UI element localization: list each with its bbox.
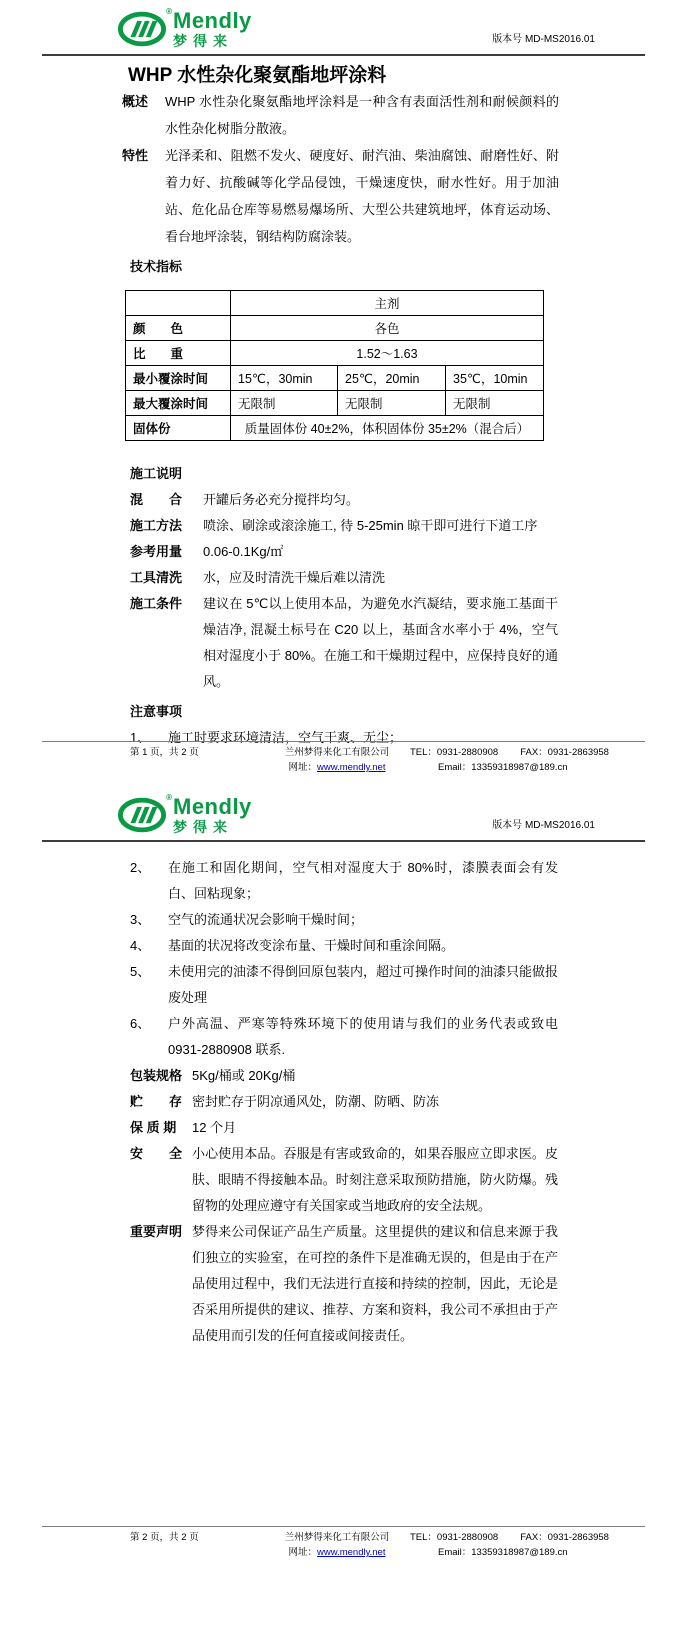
row-value: 质量固体份 40±2%，体积固体份 35±2%（混合后） [231,416,544,441]
item-text: 梦得来公司保证产品生产质量。这里提供的建议和信息来源于我们独立的实验室，在可控的条件下是准确无误的，但是由于在产品使用过程中，我们无法进行直接和持续的控制，因此，无论是否采用所提供的建议、推荐、方案和资料，我公司不承担由于产品使用而引发的任何直接或间接责任。 [192,1224,558,1343]
email-label: Email：13359318987@189.cn [438,1547,568,1558]
item-label: 施工方法 [130,518,183,533]
page-header [42,0,645,50]
row-cell: 无限制 [338,391,446,416]
item-text: 水，应及时清洗干燥后难以清洗 [203,570,386,585]
note-number: 5、 [130,964,151,979]
note-number: 2、 [130,860,151,875]
note-item-5 [130,959,687,1011]
note-text: 施工时要求环境清洁，空气干爽、无尘； [168,730,403,745]
table-row [126,416,544,441]
row-cell: 25℃，20min [338,366,446,391]
info-item-disclaimer [130,1219,687,1349]
header-divider [42,54,645,56]
note-text: 户外高温、严寒等特殊环境下的使用请与我们的业务代表或致电 0931-2880908 联系. [168,1016,558,1057]
note-number: 1、 [130,730,151,745]
row-label: 比 重 [126,341,231,366]
row-cell: 无限制 [231,391,338,416]
website-label: 网址： [288,1547,318,1558]
item-label: 工具清洗 [130,570,183,585]
section-text: WHP 水性杂化聚氨酯地坪涂料是一种含有表面活性剂和耐候颜料的水性杂化树脂分散液。 [165,94,559,136]
table-row [126,366,544,391]
table-row [126,391,544,416]
section-label: 特性 [122,148,149,163]
tel-label: TEL：0931-2880908 [410,747,499,758]
fax-label: FAX：0931-2863958 [520,747,609,758]
row-cell: 无限制 [446,391,544,416]
construction-item-method [130,513,687,539]
page-footer [42,1526,645,1560]
fax-label: FAX：0931-2863958 [520,1532,609,1543]
features-section [122,142,687,250]
table-row [126,291,544,316]
note-item-3 [130,907,687,933]
section-label: 概述 [122,94,149,109]
notes-heading: 注意事项 [130,704,183,719]
row-cell: 35℃，10min [446,366,544,391]
version-label: 版本号 MD-MS2016.01 [492,34,595,45]
item-text: 喷涂、刷涂或滚涂施工, 待 5-25min 晾干即可进行下道工序 [203,518,538,533]
website-label: 网址： [288,762,318,773]
website-line [276,1545,398,1560]
note-item-4 [130,933,687,959]
tel-label: TEL：0931-2880908 [410,1532,499,1543]
table-row [126,316,544,341]
overview-section [122,88,687,142]
row-label: 最大覆涂时间 [126,391,231,416]
brand-name: Mendly [173,794,252,819]
item-text: 5Kg/桶或 20Kg/桶 [192,1068,296,1083]
note-number: 4、 [130,938,151,953]
version-label: 版本号 MD-MS2016.01 [492,820,595,831]
info-item-shelf-life [130,1115,687,1141]
construction-item-conditions [130,591,687,695]
item-text: 12 个月 [192,1120,237,1135]
item-text: 小心使用本品。吞服是有害或致命的，如果吞服应立即求医。皮肤、眼睛不得接触本品。时刻注意采取预防措施，防火防爆。残留物的处理应遵守有关国家或当地政府的安全法规。 [192,1146,558,1213]
header-divider [42,840,645,842]
item-text: 密封贮存于阴凉通风处，防潮、防晒、防冻 [192,1094,440,1109]
construction-item-cleaning [130,565,687,591]
mendly-logo [118,7,252,49]
tech-specs-heading: 技术指标 [130,259,183,274]
table-header-main: 主剂 [231,291,544,316]
item-text: 建议在 5℃以上使用本品，为避免水汽凝结，要求施工基面干燥洁净, 混凝土标号在 C20 以上，基面含水率小于 4%，空气相对湿度小于 80%。在施工和干燥期过程中，应保持良好的通风。 [203,596,558,689]
construction-heading: 施工说明 [130,466,183,481]
section-text: 光泽柔和、阻燃不发火、硬度好、耐汽油、柴油腐蚀、耐磨性好、附着力好、抗酸碱等化学品侵蚀，干燥速度快，耐水性好。用于加油站、危化品仓库等易燃易爆场所、大型公共建筑地坪，体育运动场、看台地坪涂装，钢结构防腐涂装。 [165,148,559,244]
note-item-2 [130,855,687,907]
company-name: 兰州梦得来化工有限公司 [284,1532,390,1543]
construction-item-mixing [130,487,687,513]
website-line [276,760,398,775]
table-corner-cell [126,291,231,316]
website-link[interactable]: www.mendly.net [317,1547,386,1558]
item-text: 0.06-0.1Kg/㎡ [203,544,284,559]
note-text: 未使用完的油漆不得倒回原包装内，超过可操作时间的油漆只能做报废处理 [168,964,559,1005]
mendly-logo-icon [118,793,172,833]
row-value: 各色 [231,316,544,341]
info-item-packaging [130,1063,687,1089]
item-label: 参考用量 [130,544,183,559]
note-number: 3、 [130,912,151,927]
construction-item-dosage [130,539,687,565]
item-label: 保 质 期 [130,1120,177,1135]
tech-specs-table [125,290,544,441]
table-row [126,341,544,366]
page-header [42,780,645,836]
brand-name: Mendly [173,8,252,33]
item-text: 开罐后务必充分搅拌均匀。 [203,492,360,507]
brand-name-cn: 梦得来 [173,819,233,835]
page-number-label: 第 1 页，共 2 页 [130,747,199,758]
note-number: 6、 [130,1016,151,1031]
item-label: 施工条件 [130,596,183,611]
item-label: 混 合 [130,492,183,507]
page-1 [0,0,687,780]
row-label: 颜 色 [126,316,231,341]
email-label: Email：13359318987@189.cn [438,762,568,773]
note-item-6 [130,1011,687,1063]
note-text: 空气的流通状况会影响干燥时间； [168,912,364,927]
brand-name-cn: 梦得来 [173,33,233,49]
info-item-safety [130,1141,687,1219]
row-label: 固体份 [126,416,231,441]
item-label: 安 全 [130,1146,183,1161]
page-2 [0,780,687,1638]
note-text: 在施工和固化期间，空气相对湿度大于 80%时，漆膜表面会有发白、回粘现象； [168,860,558,901]
page-number-label: 第 2 页，共 2 页 [130,1532,199,1543]
item-label: 包装规格 [130,1068,183,1083]
item-label: 重要声明 [130,1224,183,1239]
page-footer [42,741,645,775]
mendly-logo-icon [118,7,172,47]
document-title: WHP 水性杂化聚氨酯地坪涂料 [128,65,387,86]
row-value: 1.52～1.63 [231,341,544,366]
website-link[interactable]: www.mendly.net [317,762,386,773]
registered-trademark-icon: ® [166,793,172,802]
note-text: 基面的状况将改变涂布量、干燥时间和重涂间隔。 [168,938,455,953]
row-cell: 15℃，30min [231,366,338,391]
mendly-logo [118,793,252,835]
row-label: 最小覆涂时间 [126,366,231,391]
info-item-storage [130,1089,687,1115]
registered-trademark-icon: ® [166,7,172,16]
item-label: 贮 存 [130,1094,183,1109]
company-name: 兰州梦得来化工有限公司 [284,747,390,758]
